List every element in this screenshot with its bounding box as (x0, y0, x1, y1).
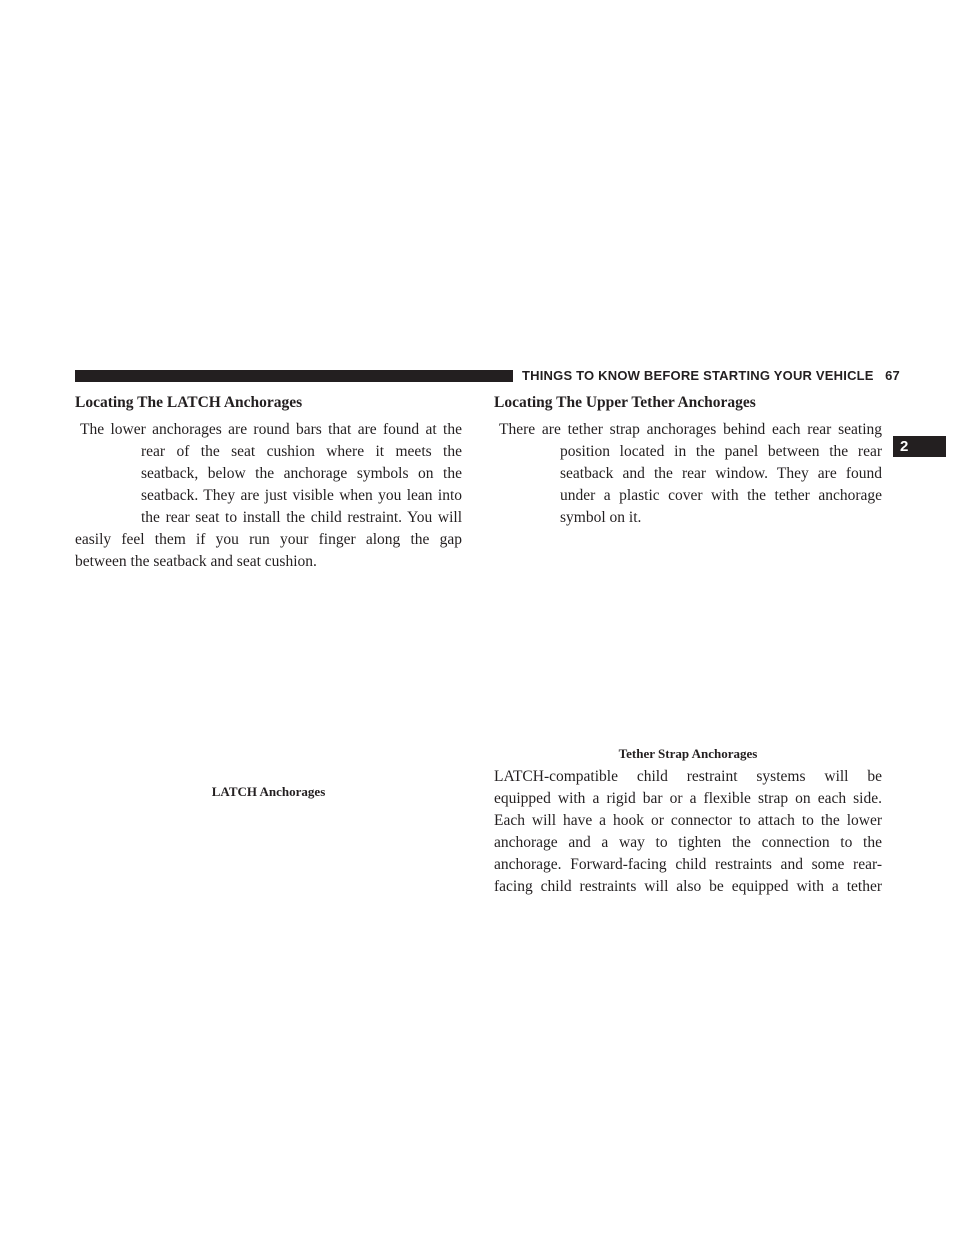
page-number: 67 (885, 368, 900, 383)
paragraph-line: between the seatback and seat cushion. (75, 553, 317, 570)
section-heading-latch: Locating The LATCH Anchorages (75, 394, 303, 411)
paragraph-line: under a plastic cover with the tether anchorage (560, 487, 882, 504)
header-title: THINGS TO KNOW BEFORE STARTING YOUR VEHICLE (522, 368, 874, 383)
latch-paragraph (75, 419, 462, 573)
latch-caption: LATCH Anchorages (211, 784, 326, 799)
latch-compatible-paragraph (494, 766, 882, 898)
paragraph-line: seatback. They are just visible when you lean into (141, 487, 462, 504)
paragraph-line: the rear seat to install the child restraint. You will (141, 509, 462, 526)
paragraph-line: facing child restraints will also be equipped with a tether (494, 878, 882, 895)
paragraph-line: seatback and the rear window. They are found (560, 465, 882, 482)
paragraph-line: anchorage. Forward-facing child restraints and some rear- (494, 856, 882, 873)
chapter-tab: 2 (893, 436, 946, 457)
paragraph-line: easily feel them if you run your finger along the gap (75, 531, 462, 548)
paragraph-line: equipped with a rigid bar or a flexible strap on each side. (494, 790, 882, 807)
tether-caption: Tether Strap Anchorages (618, 746, 758, 761)
section-heading-tether: Locating The Upper Tether Anchorages (494, 394, 756, 411)
paragraph-line: symbol on it. (560, 509, 642, 526)
paragraph-line: There are tether strap anchorages behind each rear seating (499, 421, 882, 438)
paragraph-line: LATCH-compatible child restraint systems will be (494, 768, 882, 785)
paragraph-line: Each will have a hook or connector to attach to the lower (494, 812, 882, 829)
running-header (522, 367, 900, 385)
paragraph-line: The lower anchorages are round bars that are found at the (80, 421, 462, 438)
paragraph-line: position located in the panel between the rear (560, 443, 882, 460)
paragraph-line: rear of the seat cushion where it meets the (141, 443, 462, 460)
paragraph-line: seatback, below the anchorage symbols on the (141, 465, 462, 482)
tether-paragraph (494, 419, 882, 529)
header-rule (75, 370, 513, 382)
paragraph-line: anchorage and a way to tighten the connection to the (494, 834, 882, 851)
